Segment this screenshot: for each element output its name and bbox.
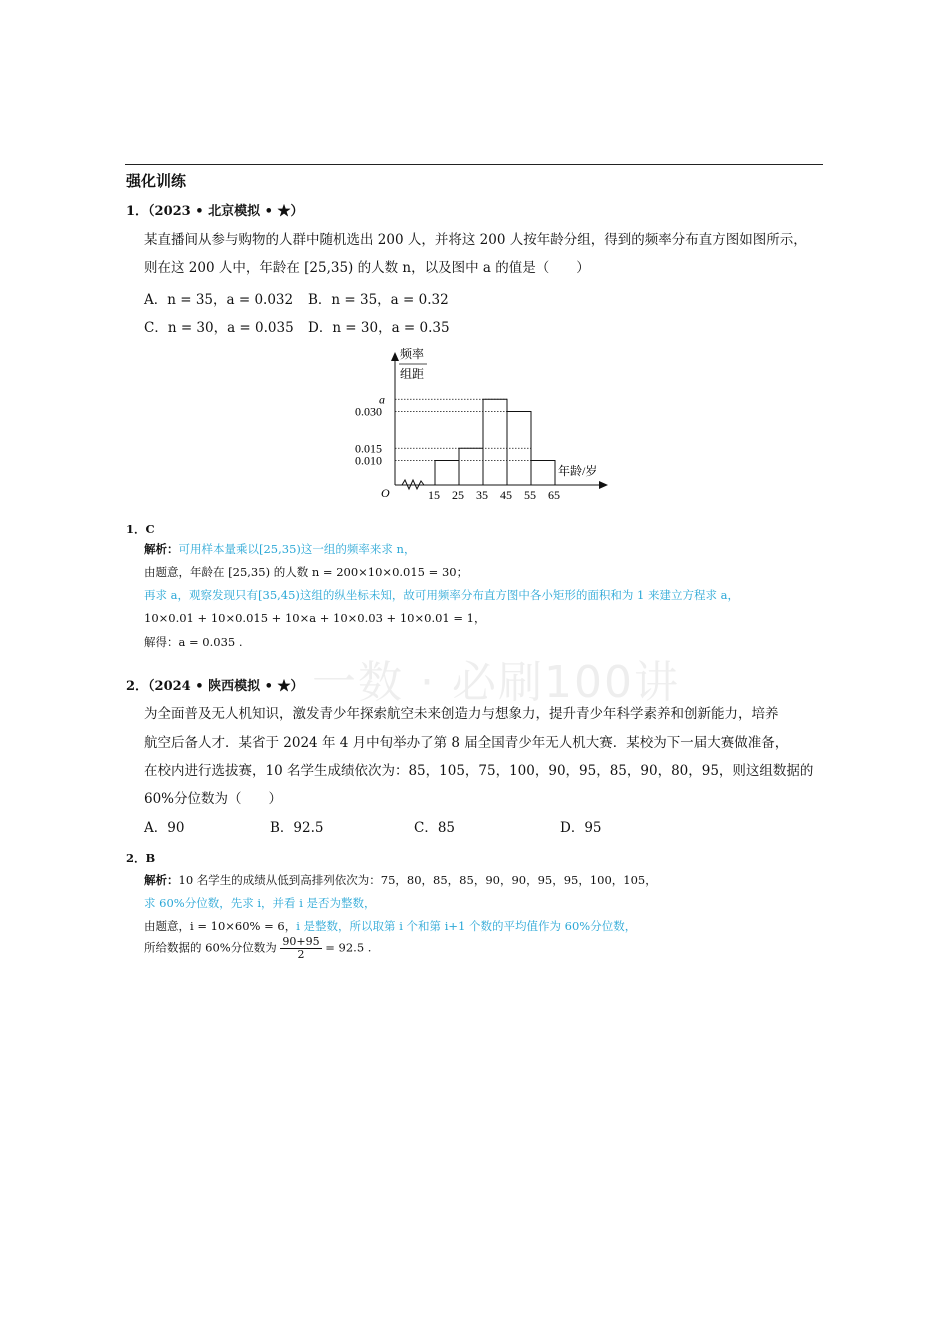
q2-option-c: C．85 (414, 820, 456, 836)
a1-hint2: 再求 a，观察发现只有[35,45)这组的纵坐标未知，故可用频率分布直方图中各小矩形的面积和为 1 来建立方程求 a， (144, 588, 740, 602)
a1-line1 (144, 541, 415, 557)
a1-line2: 由题意，年龄在 [25,35) 的人数 n = 200×10×0.015 = 30； (144, 565, 469, 579)
ylabel-numerator: 频率 (400, 347, 425, 361)
ylabel-denominator: 组距 (400, 367, 425, 381)
a2-hint2: i 是整数，所以取第 i 个和第 i+1 个数的平均值作为 60%分位数， (296, 919, 637, 933)
watermark: 一数 · 必刷100讲 (312, 657, 680, 708)
a2-text1: 10 名学生的成绩从低到高排列依次为：75，80，85，85，90，90，95，95，100，105， (178, 873, 657, 887)
a2-line4 (144, 936, 371, 961)
x-tick-label-1: 25 (452, 488, 464, 502)
q1-option-c: C．n = 30，a = 0.035 (144, 320, 294, 336)
q1-option-a: A．n = 35，a = 0.032 (144, 292, 294, 308)
a2-text3: 由题意，i = 10×60% = 6， (144, 919, 297, 933)
fraction-numerator: 90+95 (282, 935, 320, 948)
q2-line2: 航空后备人才．某省于 2024 年 4 月中旬举办了第 8 届全国青少年无人机大赛．某校为下一届大赛做准备， (144, 735, 789, 751)
histogram-bar-2 (483, 399, 507, 485)
a1-label: 解析： (144, 542, 179, 556)
histogram-bar-4 (531, 461, 555, 486)
a1-line4: 10×0.01 + 10×0.015 + 10×a + 10×0.03 + 10×0.01 = 1， (144, 611, 486, 625)
x-tick-label-3: 45 (500, 488, 512, 502)
x-axis-arrow (599, 481, 608, 489)
xlabel: 年龄/岁 (558, 464, 598, 478)
a1-answer: 1．C (126, 522, 155, 536)
a2-label: 解析： (144, 873, 179, 887)
a2-answer: 2．B (126, 851, 156, 865)
q2-option-a: A．90 (144, 820, 185, 836)
q2-option-d: D．95 (560, 820, 602, 836)
a2-fraction (280, 936, 321, 961)
histogram-bar-1 (459, 448, 483, 485)
a2-line3 (144, 918, 636, 934)
q2-line3: 在校内进行选拔赛，10 名学生成绩依次为：85，105，75，100，90，95，85，90，80，95，则这组数据的 (144, 763, 814, 779)
a1-hint1: 可用样本量乘以[25,35)这一组的频率来求 n， (178, 542, 416, 556)
q1-option-d: D．n = 30，a = 0.35 (308, 320, 450, 336)
x-tick-label-5: 65 (548, 488, 560, 502)
header-rule (125, 164, 823, 165)
y-axis-arrow (391, 352, 399, 361)
x-tick-label-4: 55 (524, 488, 536, 502)
a2-line1 (144, 872, 657, 888)
a1-line5: 解得：a = 0.035 . (144, 635, 243, 649)
q1-line2: 则在这 200 人中，年龄在 [25,35) 的人数 n，以及图中 a 的值是（ ） (144, 260, 590, 276)
y-tick-label-1: 0.015 (355, 441, 382, 456)
y-tick-label-3: a (379, 392, 385, 407)
origin-label: O (381, 486, 390, 500)
q1-heading: 1．（2023 • 北京模拟 • ★） (126, 204, 304, 219)
q2-line1: 为全面普及无人机知识，激发青少年探索航空未来创造力与想象力，提升青少年科学素养和创新能力，培养 (144, 706, 779, 722)
histogram-bar-0 (435, 461, 459, 486)
a2-hint1: 求 60%分位数，先求 i，并看 i 是否为整数， (144, 896, 376, 910)
section-title: 强化训练 (126, 172, 187, 190)
x-tick-label-2: 35 (476, 488, 488, 502)
histogram-chart (340, 340, 630, 510)
x-tick-label-0: 15 (428, 488, 440, 502)
fraction-denominator: 2 (297, 948, 305, 961)
y-tick-label-2: 0.030 (355, 404, 382, 419)
q1-option-b: B．n = 35，a = 0.32 (308, 292, 449, 308)
q2-line4: 60%分位数为（ ） (144, 791, 283, 807)
a2-text4b: = 92.5 . (325, 940, 372, 955)
a2-text4: 所给数据的 60%分位数为 (144, 940, 277, 955)
q1-line1: 某直播间从参与购物的人群中随机选出 200 人，并将这 200 人按年龄分组，得到的频率分布直方图如图所示， (144, 232, 807, 248)
y-tick-label-0: 0.010 (355, 453, 382, 468)
q2-heading: 2．（2024 • 陕西模拟 • ★） (126, 679, 304, 694)
q2-option-b: B．92.5 (270, 820, 324, 836)
